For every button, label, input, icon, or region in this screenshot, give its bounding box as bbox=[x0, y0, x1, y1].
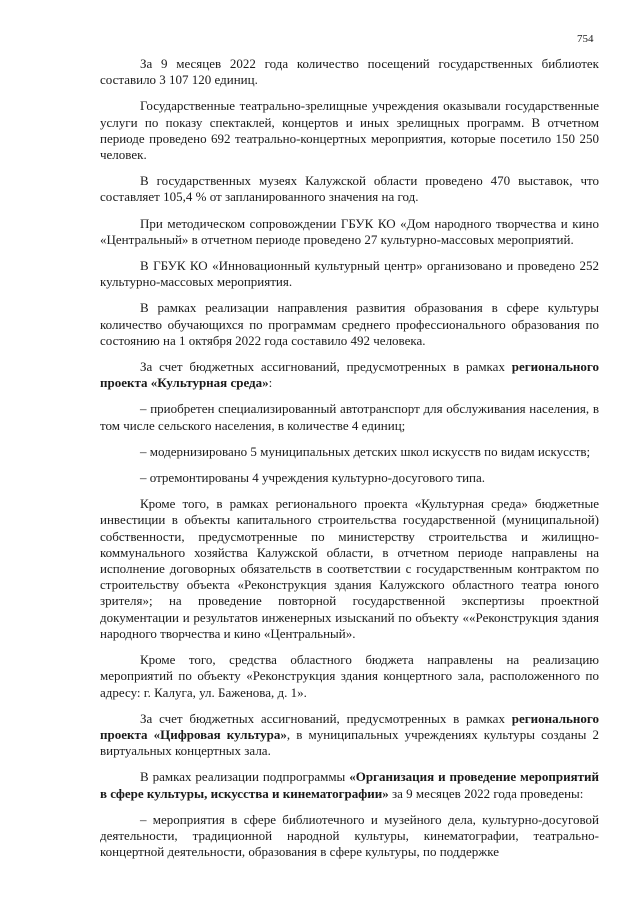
paragraph-culture-environment-intro bbox=[100, 359, 599, 391]
paragraph-education: В рамках реализации направления развития образования в сфере культуры количество обучающихся по программам среднего профессионального образования по состоянию на 1 октября 2022 года составило 492 человека. bbox=[100, 300, 599, 348]
list-item-art-schools: – модернизировано 5 муниципальных детских школ искусств по видам искусств; bbox=[140, 443, 591, 459]
paragraph-innovation-center: В ГБУК КО «Инновационный культурный центр» организовано и проведено 252 культурно-массовых мероприятия. bbox=[100, 258, 599, 290]
text-after-bold: : bbox=[268, 375, 273, 391]
text-after-bold: за 9 месяцев 2022 года проведены: bbox=[388, 785, 584, 801]
paragraph-museums: В государственных музеях Калужской области проведено 470 выставок, что составляет 105,4 % от запланированного значения на год. bbox=[100, 173, 599, 205]
text-before-bold: В рамках реализации подпрограммы bbox=[140, 769, 350, 785]
paragraph-capital-investments: Кроме того, в рамках регионального проекта «Культурная среда» бюджетные инвестиции в объекты капитального строительства государственной (муниципальной) собственности, предусмотренные по министерству строительства и жилищно-коммунального хозяйства Калужской области, в отчетном периоде направлены на исполнение договорных обязательств в соответствии с государственным контрактом по строительству объекта «Реконструкция здания Калужского областного театра юного зрителя»; на проведение повторной государственной экспертизы проектной документации и результатов инженерных изысканий по объекту ««Реконструкция здания народного творчества и кино «Центральный». bbox=[100, 496, 599, 641]
paragraph-folk-art-house: При методическом сопровождении ГБУК КО «Дом народного творчества и кино «Центральный» в отчетном периоде проведено 27 культурно-массовых мероприятий. bbox=[100, 215, 599, 247]
paragraph-subprogram bbox=[100, 769, 599, 801]
paragraph-theatres: Государственные театрально-зрелищные учреждения оказывали государственные услуги по показу спектаклей, концертов и иных зрелищных программ. В отчетном периоде проведено 692 театрально-концертных мероприятия, которые посетило 150 250 человек. bbox=[100, 98, 599, 163]
list-item-vehicles: – приобретен специализированный автотранспорт для обслуживания населения, в том числе сельского населения, в количестве 4 единиц; bbox=[100, 401, 599, 433]
text-after-bold: , в муниципальных учреждениях культуры созданы 2 виртуальных концертных зала. bbox=[100, 726, 599, 759]
project-name-culture-environment: регионального проекта «Культурная среда» bbox=[100, 359, 599, 391]
list-item-events: – мероприятия в сфере библиотечного и музейного дела, культурно-досуговой деятельности, традиционной народной культуры, кинематографии, театрально-концертной деятельности, образования в сфере культуры, по поддержке bbox=[100, 811, 599, 860]
document-body bbox=[100, 56, 599, 870]
paragraph-digital-culture bbox=[100, 711, 599, 760]
subprogram-name: «Организация и проведение мероприятий в сфере культуры, искусства и кинематографии» bbox=[100, 769, 600, 801]
list-item-repairs: – отремонтированы 4 учреждения культурно-досугового типа. bbox=[140, 470, 486, 486]
project-name-digital-culture: регионального проекта «Цифровая культура» bbox=[100, 710, 599, 742]
paragraph-libraries: За 9 месяцев 2022 года количество посещений государственных библиотек составило 3 107 120 единиц. bbox=[100, 56, 599, 88]
text-before-bold: За счет бюджетных ассигнований, предусмотренных в рамках bbox=[140, 710, 512, 726]
page-number: 754 bbox=[577, 33, 594, 45]
text-before-bold: За счет бюджетных ассигнований, предусмотренных в рамках bbox=[140, 359, 512, 375]
paragraph-concert-hall: Кроме того, средства областного бюджета направлены на реализацию мероприятий по объекту «Реконструкция здания концертного зала, расположенного по адресу: г. Калуга, ул. Баженова, д. 1». bbox=[100, 652, 599, 700]
